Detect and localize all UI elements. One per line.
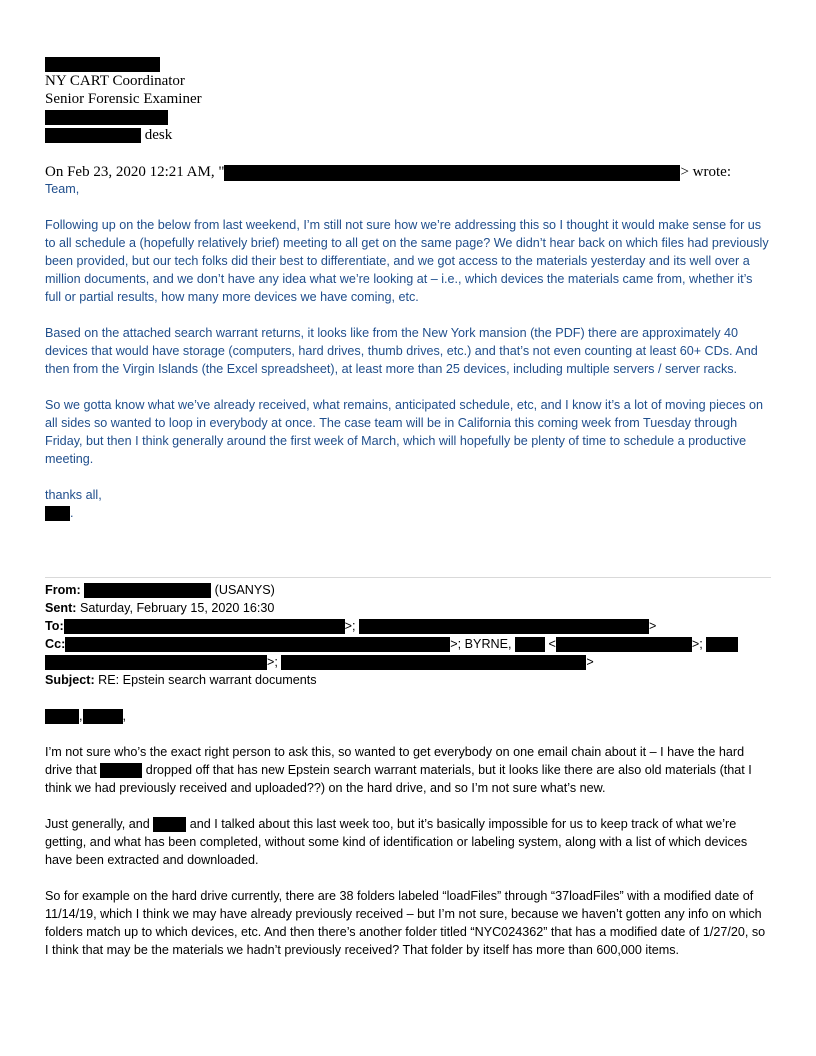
message-2-para-2: Just generally, and and I talked about this last week too, but it’s basically impossible for us to keep track of what we’re getting, and what has been completed, without some kind of identification or labeling system, along with a list of which devices have been extracted and downloaded. (45, 817, 748, 867)
message-2-para-3: So for example on the hard drive currently, there are 38 folders labeled “loadFiles” through “37loadFiles” with a modified date of 11/14/19, which I think we may have already previously received – but I’m not sure, because we haven’t gotten any info on which folders match up to which devices, etc. And then there’s another folder titled “NYC024362” that has a modified date of 1/27/20, so I think that may be the materials we hadn’t previously received? That folder by itself has more than 600,000 items. (45, 889, 766, 957)
message-2-para-1: I’m not sure who’s the exact right person to ask this, so wanted to get everybody on one email chain about it – I have the hard drive that dropped off that has new Epstein search warrant materials, but it looks like there are also old materials (that I think we had previously received and uploaded??) on the hard drive, and so I’m not sure what’s new. (45, 745, 752, 795)
signature-title-2: Senior Forensic Examiner (45, 91, 202, 107)
forwarded-header (45, 581, 771, 689)
redacted-name (45, 55, 445, 72)
signature-block (45, 55, 445, 144)
sent-line: Sent: Saturday, February 15, 2020 16:30 (45, 601, 275, 615)
redacted-line (45, 108, 445, 126)
closing-signature: . (45, 504, 771, 522)
message-1 (45, 180, 771, 522)
greeting: Team, (45, 182, 80, 196)
subject-line: Subject: RE: Epstein search warrant documents (45, 673, 317, 687)
closing: thanks all, (45, 488, 102, 502)
from-line: From: (USANYS) (45, 583, 275, 597)
cc-line-2: >; > (45, 653, 771, 671)
message-1-para-3: So we gotta know what we’ve already received, what remains, anticipated schedule, etc, and I know it’s a lot of moving pieces on all sides so wanted to loop in everybody at once. The case team will be in California this coming week from Tuesday through Friday, but then I think generally around the first week of March, which will hopefully be plenty of time to schedule a productive meeting. (45, 398, 764, 466)
desk-line (45, 126, 445, 144)
message-1-para-2: Based on the attached search warrant returns, it looks like from the New York mansion (the PDF) there are approximately 40 devices that would have storage (computers, hard drives, thumb drives, etc.) and that’s not even counting at least 60+ CDs. And then from the Virgin Islands (the Excel spreadsheet), at least more than 25 devices, including multiple servers / server racks. (45, 326, 758, 376)
to-line: To: >; > (45, 619, 657, 633)
cc-line: Cc: >; BYRNE, < >; (45, 635, 771, 653)
signature-title-1: NY CART Coordinator (45, 73, 185, 89)
redacted-sender (224, 165, 680, 181)
reply-header (45, 163, 785, 181)
desk-label: desk (141, 127, 173, 143)
message-2 (45, 707, 771, 959)
message-2-greeting: , , (45, 707, 771, 725)
divider (45, 577, 771, 578)
message-1-para-1: Following up on the below from last weekend, I’m still not sure how we’re addressing this so I thought it would make sense for us to all schedule a (hopefully relatively brief) meeting to all get on the same page? We didn’t hear back on which files had previously been provided, but our tech folks did their best to differentiate, and we got access to the materials yesterday and its well over a million documents, and we don’t have any idea what we’re looking at – i.e., which devices the materials came from, whether it’s full or partial results, how many more devices we have coming, etc. (45, 218, 769, 304)
reply-header-prefix: On Feb 23, 2020 12:21 AM, " (45, 164, 225, 180)
reply-header-suffix: > wrote: (680, 164, 731, 180)
